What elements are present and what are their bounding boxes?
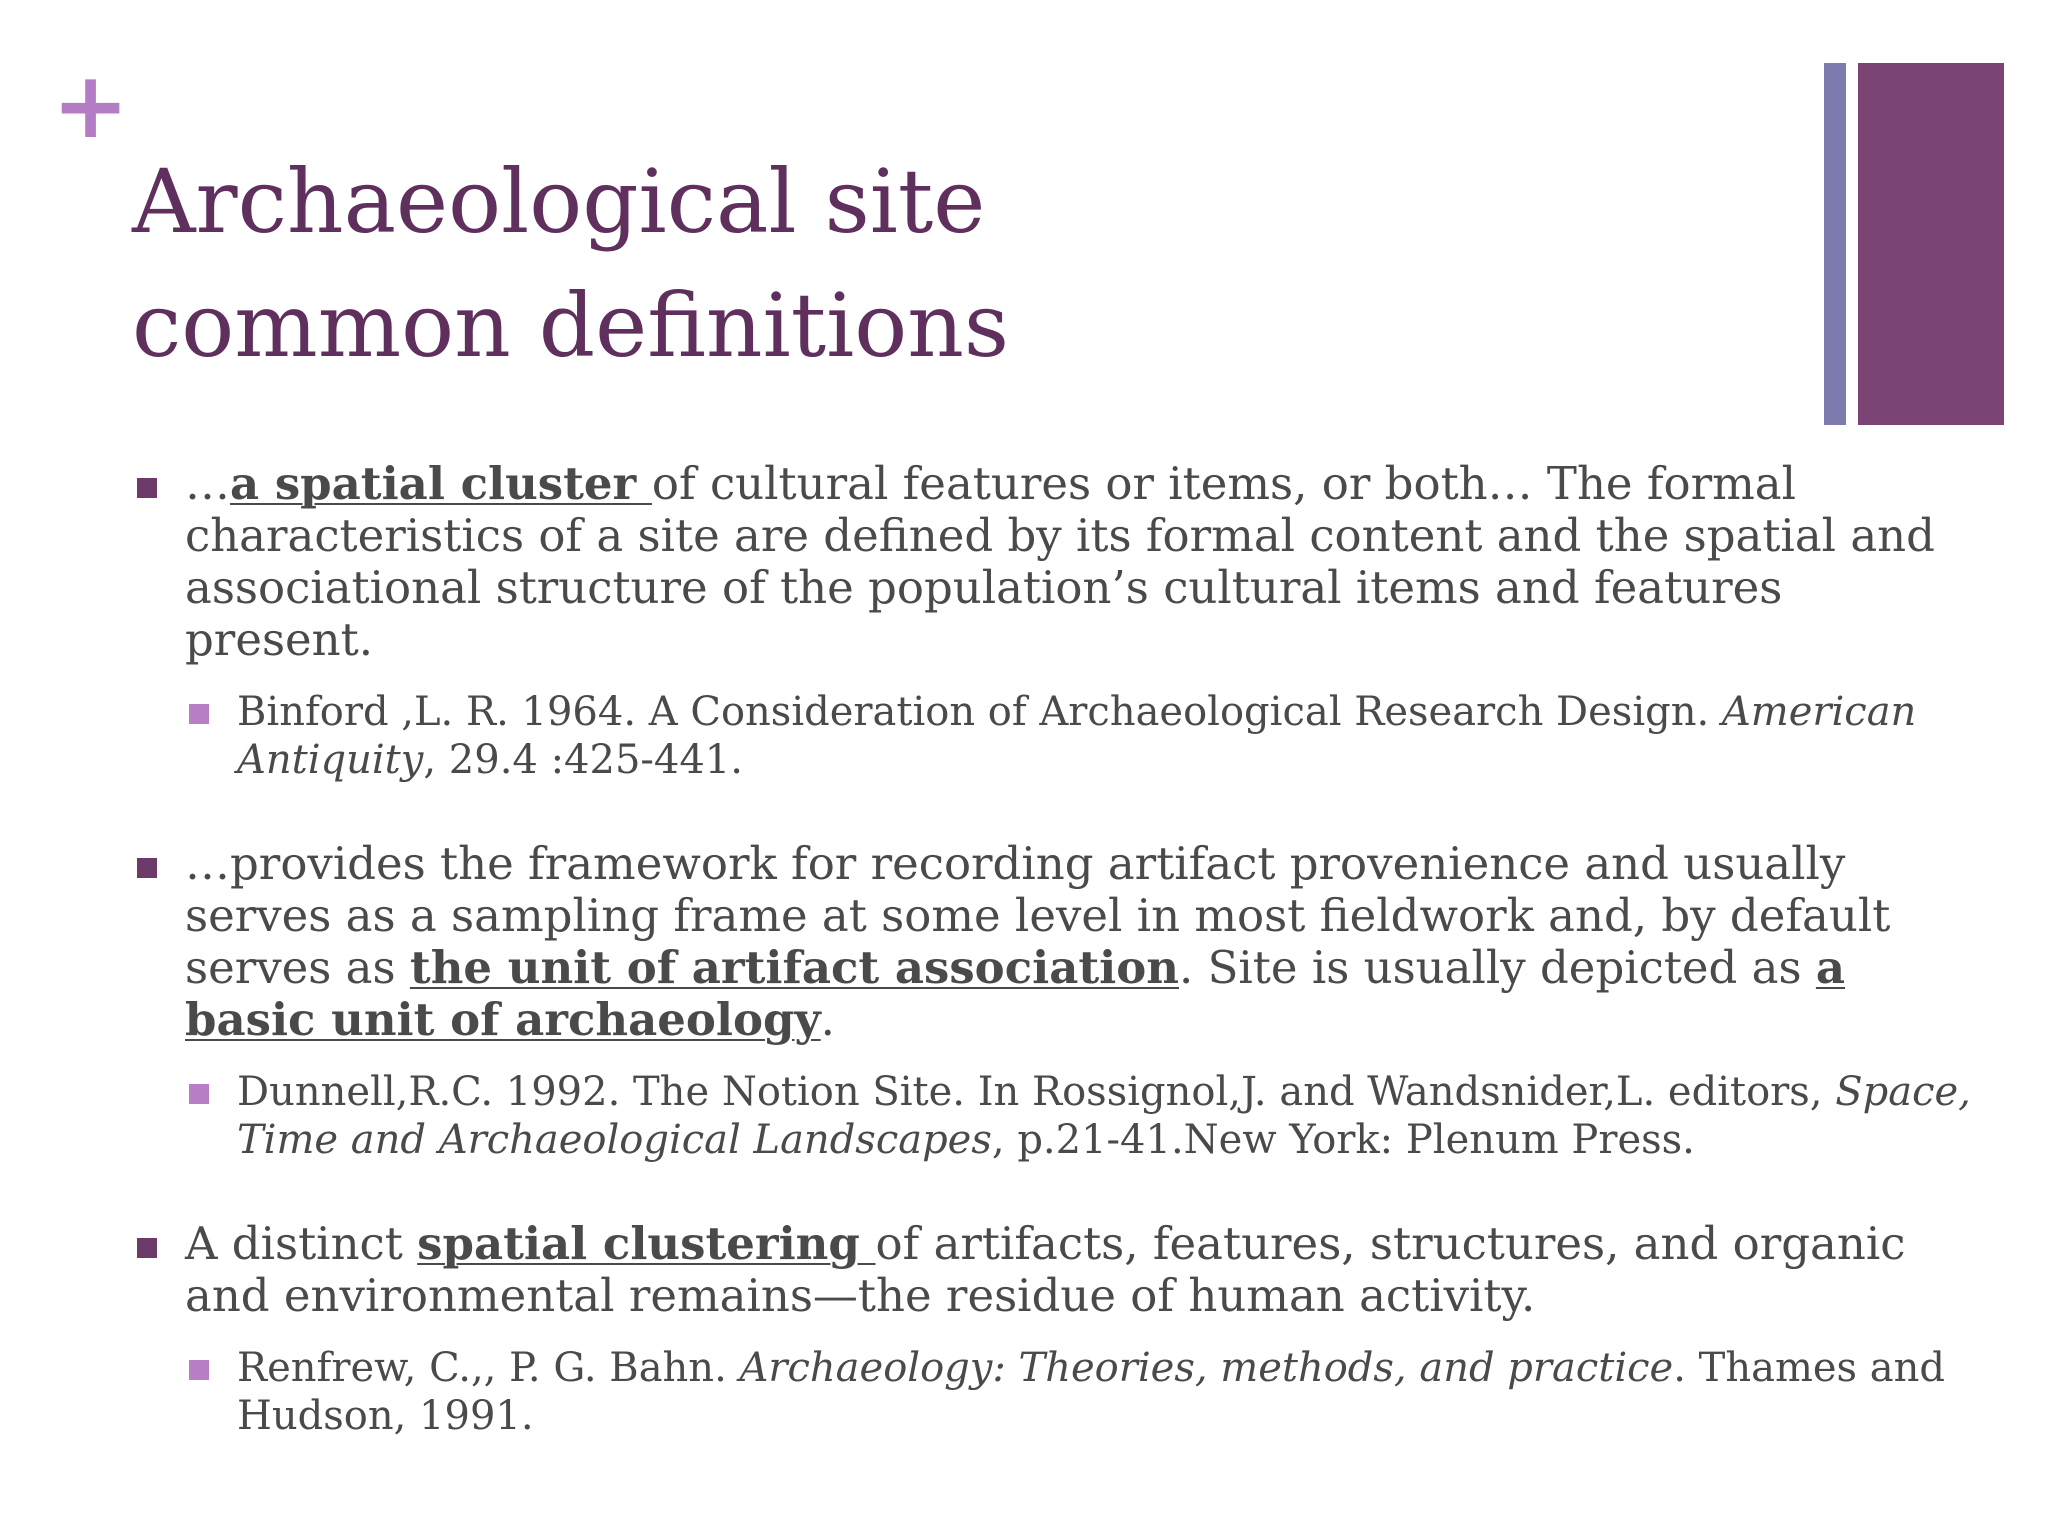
list-item — [185, 1218, 1975, 1440]
emphasis-term: a basic unit of archaeology — [185, 941, 1846, 1046]
list-item — [185, 838, 1975, 1164]
citation-text: Renfrew, C.,, P. G. Bahn. Archaeology: Theories, methods, and practice. Thames and Hudson, 1991. — [237, 1344, 1977, 1440]
square-bullet-small-icon — [189, 1360, 209, 1380]
citation-book: Space, Time and Archaeological Landscapes — [237, 1069, 1971, 1163]
emphasis-term: the unit of artifact association — [409, 941, 1179, 994]
bullet-text: …provides the framework for recording artifact provenience and usually serves as a sampling frame at some level in most fieldwork and, by default serves as the unit of artifact association. Site is usually depicted as a basic unit of archaeology. — [185, 838, 1975, 1046]
bullet-text: A distinct spatial clustering of artifacts, features, structures, and organic and environmental remains—the residue of human activity. — [185, 1218, 1975, 1322]
citation-book: Archaeology: Theories, methods, and practice — [739, 1345, 1674, 1391]
accent-bar-wide — [1858, 63, 2004, 425]
emphasis-term: spatial clustering — [417, 1217, 876, 1270]
citation-journal: American Antiquity — [237, 689, 1917, 783]
citation-text: Binford ,L. R. 1964. A Consideration of Archaeological Research Design. American Antiquity, 29.4 :425-441. — [237, 688, 1977, 784]
list-item — [185, 458, 1975, 784]
square-bullet-icon — [137, 858, 157, 878]
page-title — [132, 140, 1732, 388]
square-bullet-icon — [137, 1238, 157, 1258]
accent-bar-thin — [1824, 63, 1846, 425]
square-bullet-small-icon — [189, 704, 209, 724]
emphasis-term: a spatial cluster — [230, 457, 652, 510]
square-bullet-icon — [137, 478, 157, 498]
citation-text: Dunnell,R.C. 1992. The Notion Site. In Rossignol,J. and Wandsnider,L. editors, Space, Time and Archaeological Landscapes, p.21-41.New York: Plenum Press. — [237, 1068, 1977, 1164]
title-line-2: common definitions — [132, 274, 1010, 377]
bullet-text: …a spatial cluster of cultural features or items, or both… The formal characteristics of a site are defined by its formal content and the spatial and associational structure of the population’s cultural items and features present. — [185, 458, 1975, 666]
plus-icon: + — [52, 52, 130, 159]
title-line-1: Archaeological site — [132, 150, 986, 253]
square-bullet-small-icon — [189, 1084, 209, 1104]
